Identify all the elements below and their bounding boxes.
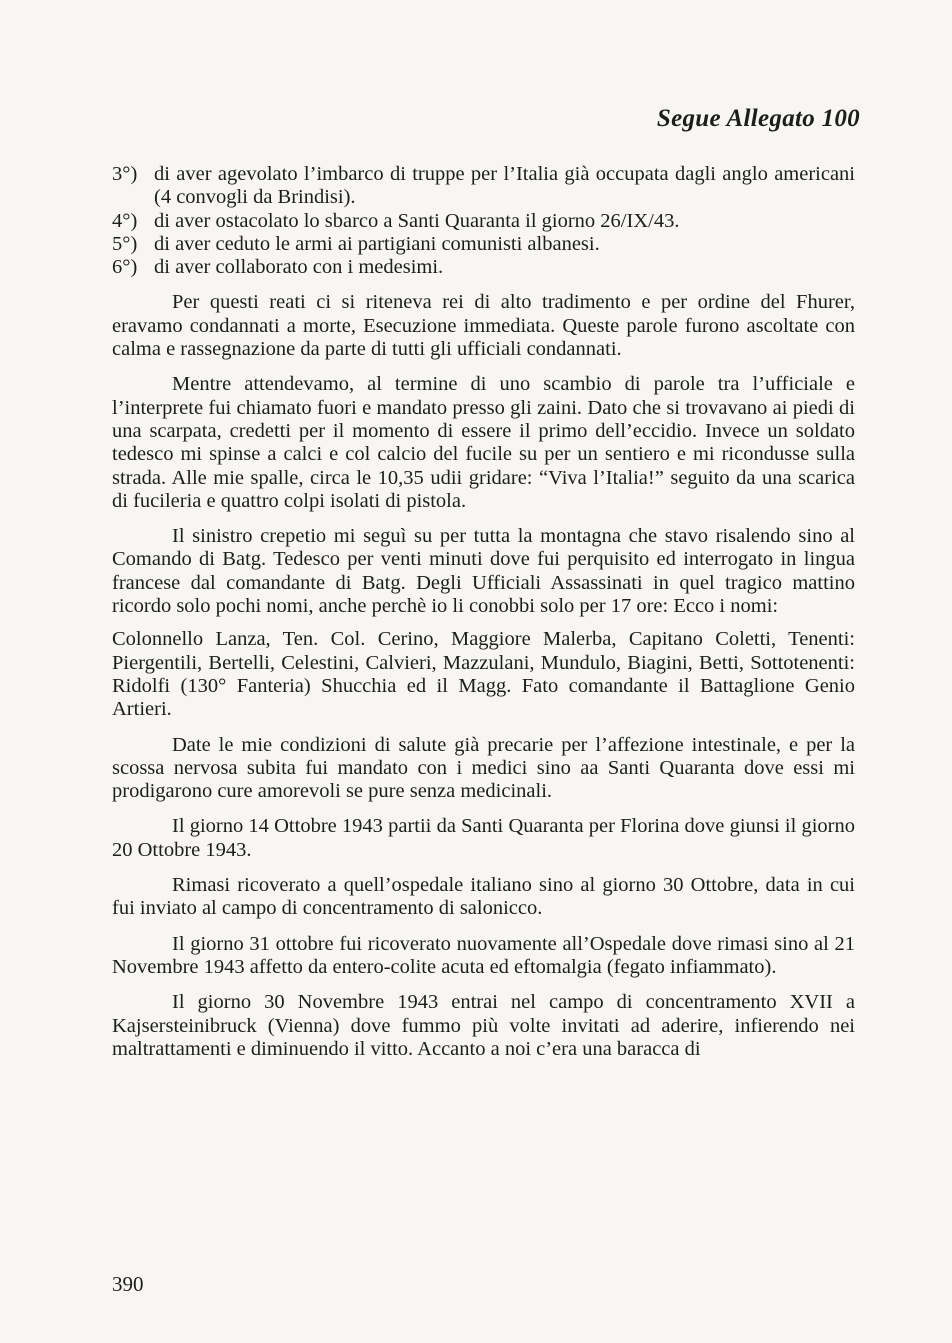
list-item-number: 3°) [112,163,138,185]
paragraph-interrogation: Il sinistro crepetio mi seguì su per tutta la montagna che stavo risalendo sino al Comando di Batg. Tedesco per venti minuti dove fui perquisito ed interrogato in lingua francese dal comandante di Batg. Degli Ufficiali Assassinati in quel tragico mattino ricordo solo pochi nomi, anche perchè io li conobbi solo per 17 ore: Ecco i nomi: [112,525,855,618]
list-item-number: 6°) [112,256,138,279]
paragraph-names-list: Colonnello Lanza, Ten. Col. Cerino, Maggiore Malerba, Capitano Coletti, Tenenti: Piergentili, Bertelli, Celestini, Calvieri, Mazzulani, Mundulo, Biagini, Betti, Sottotenenti: Ridolfi (130° Fanteria) Shucchia ed il Magg. Fato comandante il Battaglione Genio Artieri. [112,628,855,721]
paragraph-hospital: Rimasi ricoverato a quell’ospedale italiano sino al giorno 30 Ottobre, data in cui fui inviato al campo di concentramento di salonicco. [112,874,855,920]
paragraph-charges-verdict: Per questi reati ci si riteneva rei di alto tradimento e per ordine del Fhurer, eravamo condannati a morte, Esecuzione immediata. Queste parole furono ascoltate con calma e rassegnazione da parte di tutti gli ufficiali condannati. [112,291,855,361]
page-body [112,163,855,1061]
paragraph-health: Date le mie condizioni di salute già precarie per l’affezione intestinale, e per la scossa nervosa subita fui mandato con i medici sino aa Santi Quaranta dove essi mi prodigarono cure amorevoli se pure senza medicinali. [112,733,855,803]
paragraph-camp: Il giorno 30 Novembre 1943 entrai nel campo di concentramento XVII a Kajsersteinibruck (Vienna) dove fummo più volte invitati ad aderire, infierendo nei maltrattamenti e diminuendo il vitto. Accanto a noi c’era una baracca di [112,991,855,1060]
list-item-text: di aver ostacolato lo sbarco a Santi Quaranta il giorno 26/IX/43. [154,209,680,232]
list-item-text: di aver agevolato l’imbarco di truppe per l’Italia già occupata dagli anglo americani (4 convogli da Brindisi). [154,163,855,209]
list-item-number: 5°) [112,232,138,255]
paragraph-execution: Mentre attendevamo, al termine di uno scambio di parole tra l’ufficiale e l’interprete fui chiamato fuori e mandato presso gli zaini. Dato che si trovavano ai piedi di una scarpata, credetti per il momento di essere il primo dell’eccidio. Invece un soldato tedesco mi spinse a calci e col calcio del fucile su per un sentiero e mi ricondusse sulla strada. Alle mie spalle, circa le 10,35 udii gridare: “Viva l’Italia!” seguito da una scarica di fucileria e quattro colpi isolati di pistola. [112,373,855,512]
list-item [112,233,855,256]
list-item-text: di aver collaborato con i medesimi. [154,256,444,279]
list-item-number: 4°) [112,209,138,232]
list-item [112,210,855,233]
paragraph-readmission: Il giorno 31 ottobre fui ricoverato nuovamente all’Ospedale dove rimasi sino al 21 Novembre 1943 affetto da entero-colite acuta ed eftomalgia (fegato infiammato). [112,932,855,978]
list-item [112,163,855,210]
page-number: 390 [112,1272,144,1296]
list-item [112,256,855,279]
list-item-text: di aver ceduto le armi ai partigiani comunisti albanesi. [154,232,600,255]
running-header: Segue Allegato 100 [656,105,860,132]
paragraph-departure: Il giorno 14 Ottobre 1943 partii da Santi Quaranta per Florina dove giunsi il giorno 20 Ottobre 1943. [112,815,855,861]
